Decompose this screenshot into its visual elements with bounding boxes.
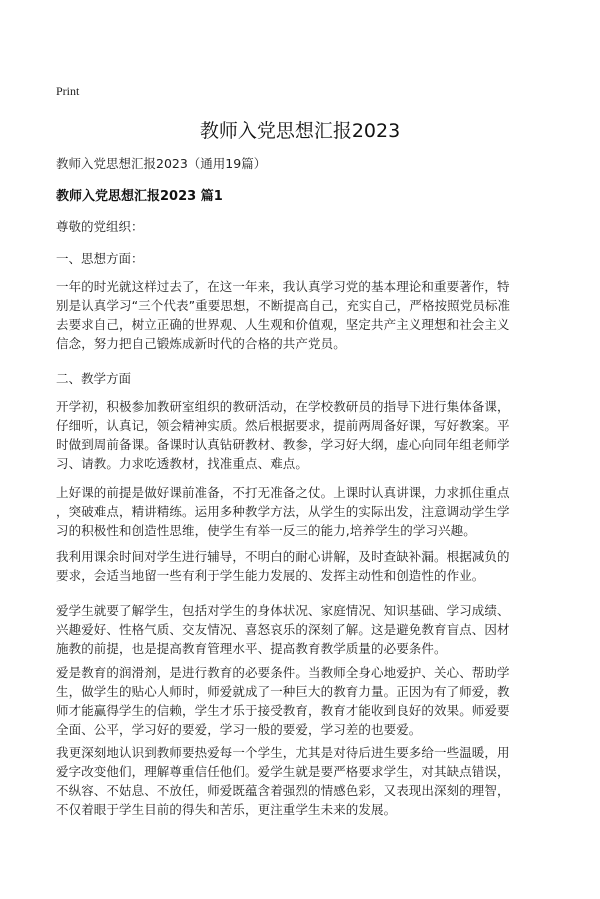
paragraph-line: 施教的前提，也是提高教育管理水平、提高教育教学质量的必要条件。 <box>56 641 447 656</box>
paragraph-line: 时做到周前备课。备课时认真钻研教材、教参，学习好大纲，虚心向同年组老师学 <box>56 437 510 452</box>
document-subtitle: 教师入党思想汇报2023（通用19篇） <box>56 156 267 171</box>
paragraph-line: 我利用课余时间对学生进行辅导，不明白的耐心讲解，及时查缺补漏。根据减负的 <box>56 549 510 564</box>
paragraph-line: 爱字改变他们，理解尊重信任他们。爱学生就是要严格要求学生，对其缺点错误， <box>56 764 510 779</box>
print-label: Print <box>56 84 80 98</box>
paragraph-teaching-4 <box>56 601 556 658</box>
paragraph-line: 习的积极性和创造性思维，使学生有举一反三的能力,培养学生的学习兴趣。 <box>56 523 476 538</box>
paragraph-line: 别是认真学习“三个代表”重要思想，不断提高自己，充实自己，严格按照党员标准 <box>56 298 511 313</box>
paragraph-line: 习、请教。力求吃透教材，找准重点、难点。 <box>56 456 309 471</box>
heading-thought: 一、思想方面： <box>56 251 144 266</box>
paragraph-line: 师才能赢得学生的信赖，学生才乐于接受教育，教育才能收到良好的效果。师爱要 <box>56 703 510 718</box>
paragraph-line: 我更深刻地认识到教师要热爱每一个学生，尤其是对待后进生要多给一些温暖，用 <box>56 745 510 760</box>
section-title: 教师入党思想汇报2023 篇1 <box>56 189 223 204</box>
paragraph-line: 要求，会适当地留一些有利于学生能力发展的、发挥主动性和创造性的作业。 <box>56 568 485 583</box>
paragraph-line: 爱学生就要了解学生，包括对学生的身体状况、家庭情况、知识基础、学习成绩、 <box>56 603 510 618</box>
paragraph-line: 不仅着眼于学生目前的得失和苦乐，更注重学生未来的发展。 <box>56 802 397 817</box>
greeting: 尊敬的党组织： <box>56 219 144 234</box>
paragraph-line: 爱是教育的润滑剂，是进行教育的必要条件。当教师全身心地爱护、关心、帮助学 <box>56 665 510 680</box>
paragraph-line: 上好课的前提是做好课前准备，不打无准备之仗。上课时认真讲课，力求抓住重点 <box>56 485 510 500</box>
paragraph-line: 兴趣爱好、性格气质、交友情况、喜怒哀乐的深刻了解。这是避免教育盲点、因材 <box>56 622 510 637</box>
paragraph-line: 不纵容、不姑息、不放任，师爱既蕴含着强烈的情感色彩，又表现出深刻的理智， <box>56 783 510 798</box>
paragraph-line: 全面、公平，学习好的要爱，学习一般的要爱，学习差的也要爱。 <box>56 722 422 737</box>
heading-teaching: 二、教学方面 <box>56 371 132 386</box>
paragraph-teaching-3 <box>56 547 556 585</box>
paragraph-line: ，突破难点，精讲精练。运用多种教学方法，从学生的实际出发，注意调动学生学 <box>56 504 510 519</box>
paragraph-line: 开学初，积极参加教研室组织的教研活动，在学校教研员的指导下进行集体备课， <box>56 399 510 414</box>
paragraph-teaching-6 <box>56 743 556 819</box>
paragraph-teaching-5 <box>56 663 556 739</box>
paragraph-teaching-1 <box>56 397 556 473</box>
document-title: 教师入党思想汇报2023 <box>199 120 401 142</box>
paragraph-line: 生，做学生的贴心人师时，师爱就成了一种巨大的教育力量。正因为有了师爱，教 <box>56 684 510 699</box>
paragraph-line: 信念，努力把自己锻炼成新时代的合格的共产党员。 <box>56 336 346 351</box>
paragraph-teaching-2 <box>56 483 556 540</box>
paragraph-line: 仔细听，认真记，领会精神实质。然后根据要求，提前两周备好课，写好教案。平 <box>56 418 510 433</box>
paragraph-line: 去要求自己，树立正确的世界观、人生观和价值观，坚定共产主义理想和社会主义 <box>56 317 510 332</box>
paragraph-thought <box>56 277 556 353</box>
paragraph-line: 一年的时光就这样过去了，在这一年来，我认真学习党的基本理论和重要著作，特 <box>56 279 510 294</box>
